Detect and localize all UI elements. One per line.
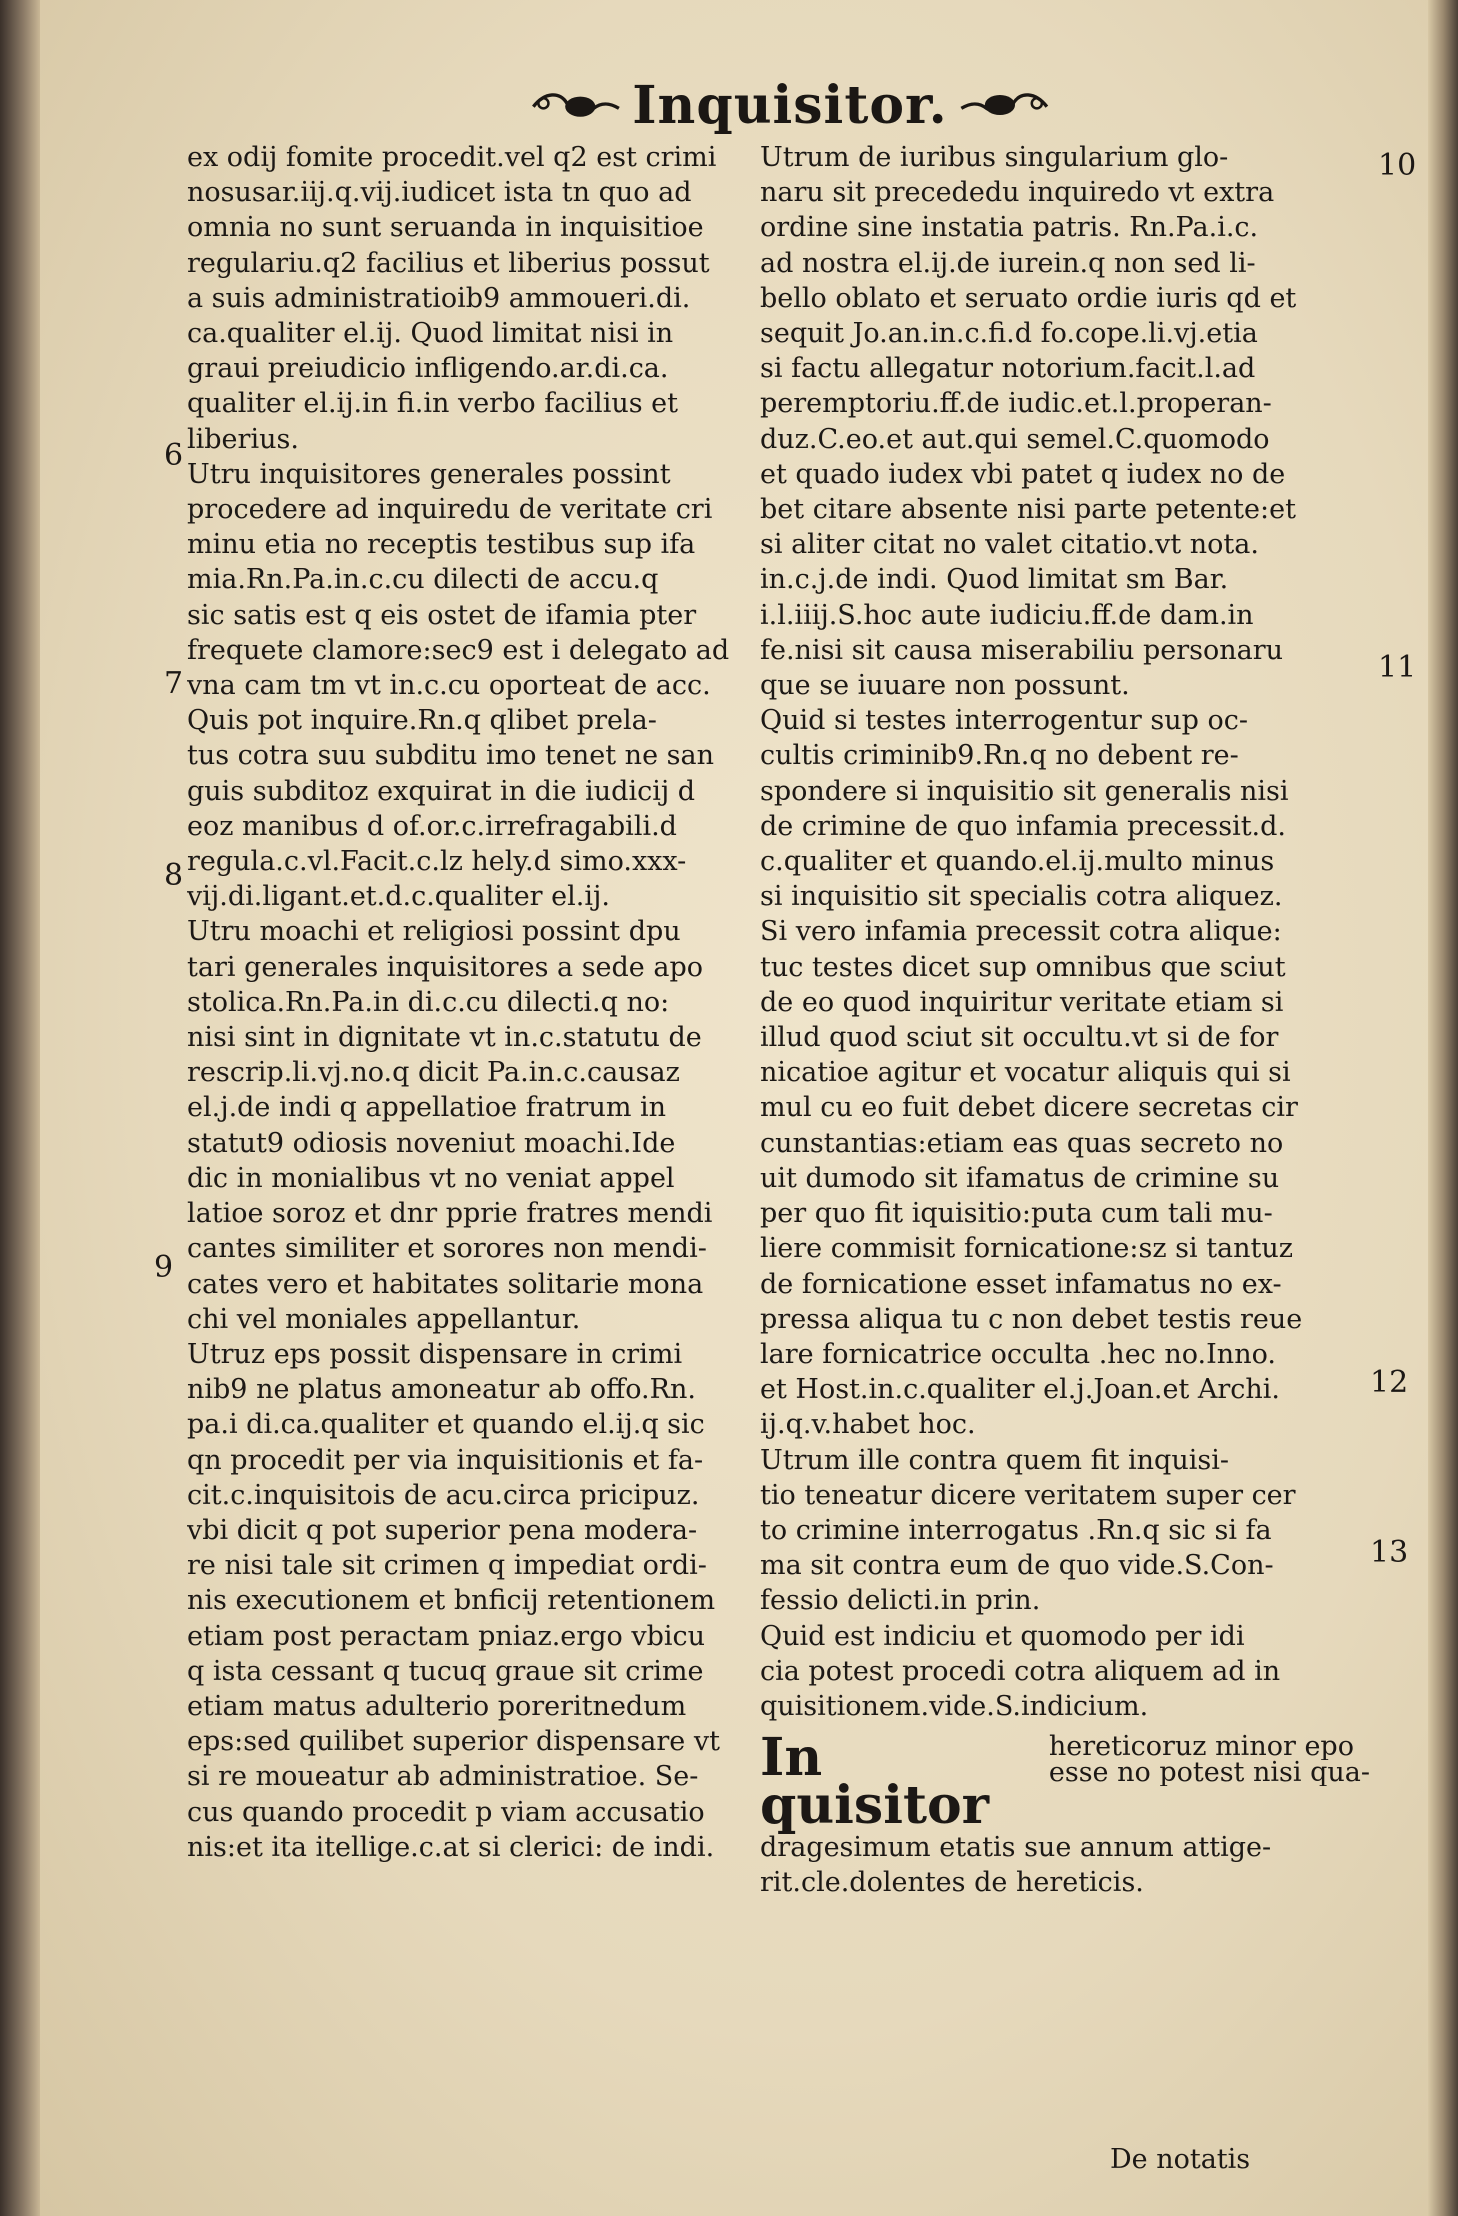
text-line: nib9 ne platus amoneatur ab offo.Rn.	[187, 1374, 696, 1406]
text-line: spondere si inquisitio sit generalis nisi	[760, 775, 1289, 807]
text-line: de fornicatione esset infamatus no ex-	[760, 1268, 1282, 1300]
text-line: nosusar.iij.q.vij.iudicet ista tn quo ad	[187, 177, 692, 209]
text-line: frequete clamore:sec9 est i delegato ad	[187, 634, 730, 666]
text-line: vbi dicit q pot superior pena modera-	[187, 1514, 698, 1546]
text-line: el.j.de indi q appellatioe fratrum in	[187, 1092, 667, 1124]
text-line: latioe soroz et dnr pprie fratres mendi	[187, 1198, 713, 1230]
text-line: Utru moachi et religiosi possint dpu	[187, 916, 681, 948]
text-line: Quid si testes interrogentur sup oc-	[760, 705, 1248, 737]
text-line: si re moueatur ab administratioe. Se-	[187, 1761, 699, 1793]
text-line: Si vero infamia precessit cotra alique:	[760, 916, 1282, 948]
text-line: nisi sint in dignitate vt in.c.statutu de	[187, 1022, 702, 1054]
text-line: pressa aliqua tu c non debet testis reue	[760, 1303, 1303, 1335]
text-line: etiam matus adulterio poreritnedum	[187, 1690, 687, 1722]
text-line: ij.q.v.habet hoc.	[760, 1409, 976, 1441]
text-line: illud quod sciut sit occultu.vt si de for	[760, 1022, 1279, 1054]
margin-number: 9	[154, 1250, 174, 1285]
text-line: omnia no sunt seruanda in inquisitioe	[187, 212, 704, 244]
text-line: nicatioe agitur et vocatur aliquis qui si	[760, 1057, 1291, 1089]
text-line: lare fornicatrice occulta .hec no.Inno.	[760, 1338, 1276, 1370]
margin-number: 12	[1370, 1365, 1409, 1400]
text-line: si aliter citat no valet citatio.vt nota.	[760, 529, 1259, 561]
left-text-column	[187, 140, 787, 1865]
margin-number: 13	[1370, 1535, 1409, 1570]
running-header	[530, 70, 1050, 140]
text-line: cunstantias:etiam eas quas secreto no	[760, 1127, 1284, 1159]
text-line: cantes similiter et sorores non mendi-	[187, 1233, 707, 1265]
text-line: de crimine de quo infamia precessit.d.	[760, 810, 1286, 842]
text-line: bet citare absente nisi parte petente:et	[760, 494, 1296, 526]
text-line: eoz manibus d of.or.c.irrefragabili.d	[187, 810, 677, 842]
text-line: tus cotra suu subditu imo tenet ne san	[187, 740, 714, 772]
text-line: dragesimum etatis sue annum attige-	[760, 1832, 1272, 1864]
scan-background-right	[1428, 0, 1458, 2216]
text-line: bello oblato et seruato ordie iuris qd et	[760, 282, 1297, 314]
text-line: c.qualiter et quando.el.ij.multo minus	[760, 846, 1275, 878]
text-line: si inquisitio sit specialis cotra aliquez.	[760, 881, 1283, 913]
text-line: fe.nisi sit causa miserabiliu personaru	[760, 634, 1284, 666]
text-line: sic satis est q eis ostet de ifamia pter	[187, 599, 697, 631]
text-line: liberius.	[187, 423, 299, 455]
final-paragraph	[760, 1727, 1370, 1900]
page-title: Inquisitor.	[632, 74, 948, 136]
text-line: procedere ad inquiredu de veritate cri	[187, 494, 713, 526]
text-line: de eo quod inquiritur veritate etiam si	[760, 986, 1284, 1018]
margin-number: 7	[164, 666, 184, 701]
text-line: vna cam tm vt in.c.cu oporteat de acc.	[187, 670, 711, 702]
text-line: uit dumodo sit ifamatus de crimine su	[760, 1162, 1280, 1194]
text-line: regulariu.q2 facilius et liberius possut	[187, 247, 710, 279]
text-line: cates vero et habitates solitarie mona	[187, 1268, 704, 1300]
text-line: Utrum ille contra quem fit inquisi-	[760, 1444, 1229, 1476]
text-line: peremptoriu.ff.de iudic.et.l.properan-	[760, 388, 1272, 420]
text-line: Utru inquisitores generales possint	[187, 458, 671, 490]
text-line: chi vel moniales appellantur.	[187, 1303, 581, 1335]
initial-heading: In quisitor	[760, 1727, 990, 1837]
text-line: et quado iudex vbi patet q iudex no de	[760, 458, 1286, 490]
text-line: duz.C.eo.et aut.qui semel.C.quomodo	[760, 423, 1270, 455]
text-line: regula.c.vl.Facit.c.lz hely.d simo.xxx-	[187, 846, 687, 878]
text-line: a suis administratioib9 ammoueri.di.	[187, 282, 691, 314]
text-line: tio teneatur dicere veritatem super cer	[760, 1479, 1296, 1511]
text-line: tuc testes dicet sup omnibus que sciut	[760, 951, 1286, 983]
text-line: q ista cessant q tucuq graue sit crime	[187, 1655, 704, 1687]
text-line: cus quando procedit p viam accusatio	[187, 1796, 705, 1828]
text-line: rescrip.li.vj.no.q dicit Pa.in.c.causaz	[187, 1057, 680, 1089]
text-line: hereticoruz minor epo	[1048, 1734, 1354, 1761]
text-line: dic in monialibus vt no veniat appel	[187, 1162, 675, 1194]
text-line: Utrum de iuribus singularium glo-	[760, 142, 1229, 173]
text-line: etiam post peractam pniaz.ergo vbicu	[187, 1620, 705, 1652]
text-line: naru sit precededu inquiredo vt extra	[760, 177, 1275, 209]
text-line: i.l.iiij.S.hoc aute iudiciu.ff.de dam.in	[760, 599, 1254, 631]
text-line: ma sit contra eum de quo vide.S.Con-	[760, 1550, 1274, 1582]
text-line: cit.c.inquisitois de acu.circa pricipuz.	[187, 1479, 700, 1511]
text-line: graui preiudicio infligendo.ar.di.ca.	[187, 353, 669, 385]
text-line: esse no potest nisi qua-	[1048, 1760, 1370, 1787]
text-line: ad nostra el.ij.de iurein.q non sed li-	[760, 247, 1256, 279]
text-line: nis executionem et bnficij retentionem	[187, 1585, 716, 1617]
catchword: De notatis	[1110, 2144, 1251, 2175]
text-line: mia.Rn.Pa.in.c.cu dilecti de accu.q	[187, 564, 659, 596]
text-line: qualiter el.ij.in fi.in verbo facilius et	[187, 388, 678, 420]
margin-number: 6	[164, 438, 184, 473]
text-line: si factu allegatur notorium.facit.l.ad	[760, 353, 1256, 385]
margin-number: 10	[1378, 148, 1417, 183]
fleuron-left-icon	[530, 83, 622, 127]
text-line: que se iuuare non possunt.	[760, 670, 1130, 702]
text-line: qn procedit per via inquisitionis et fa-	[187, 1444, 704, 1476]
text-line: sequit Jo.an.in.c.fi.d fo.cope.li.vj.etia	[760, 318, 1258, 350]
text-line: to crimine interrogatus .Rn.q sic si fa	[760, 1514, 1272, 1546]
text-line: ordine sine instatia patris. Rn.Pa.i.c.	[760, 212, 1259, 244]
text-line: minu etia no receptis testibus sup ifa	[187, 529, 696, 561]
text-line: et Host.in.c.qualiter el.j.Joan.et Archi.	[760, 1374, 1281, 1406]
text-line: per quo fit iquisitio:puta cum tali mu-	[760, 1198, 1273, 1230]
text-line: Quis pot inquire.Rn.q qlibet prela-	[187, 705, 657, 737]
text-line: rit.cle.dolentes de hereticis.	[760, 1867, 1144, 1899]
text-line: cultis criminib9.Rn.q no debent re-	[760, 740, 1239, 772]
text-line: Quid est indiciu et quomodo per idi	[760, 1620, 1245, 1652]
text-line: nis:et ita itellige.c.at si clerici: de indi.	[187, 1831, 715, 1863]
text-line: stolica.Rn.Pa.in di.c.cu dilecti.q no:	[187, 986, 670, 1018]
text-line: liere commisit fornicatione:sz si tantuz	[760, 1233, 1293, 1265]
text-line: tari generales inquisitores a sede apo	[187, 951, 704, 983]
text-line: guis subditoz exquirat in die iudicij d	[187, 775, 696, 807]
text-line: quisitionem.vide.S.indicium.	[760, 1690, 1149, 1722]
text-line: statut9 odiosis noveniut moachi.Ide	[187, 1127, 676, 1159]
text-line: pa.i di.ca.qualiter et quando el.ij.q sic	[187, 1409, 705, 1441]
text-line: mul cu eo fuit debet dicere secretas cir	[760, 1092, 1298, 1124]
text-line: cia potest procedi cotra aliquem ad in	[760, 1655, 1281, 1687]
right-text-column	[760, 140, 1370, 1901]
margin-number: 8	[164, 858, 184, 893]
book-page	[40, 0, 1428, 2216]
fleuron-right-icon	[958, 83, 1050, 127]
text-line: ex odij fomite procedit.vel q2 est crimi	[187, 142, 717, 173]
text-line: re nisi tale sit crimen q impediat ordi-	[187, 1550, 707, 1582]
text-line: vij.di.ligant.et.d.c.qualiter el.ij.	[187, 881, 610, 913]
text-line: Utruz eps possit dispensare in crimi	[187, 1338, 683, 1370]
text-line: in.c.j.de indi. Quod limitat sm Bar.	[760, 564, 1229, 596]
text-line: eps:sed quilibet superior dispensare vt	[187, 1726, 720, 1758]
scan-background-left	[0, 0, 40, 2216]
text-line: ca.qualiter el.ij. Quod limitat nisi in	[187, 318, 674, 350]
margin-number: 11	[1378, 650, 1417, 685]
text-line: fessio delicti.in prin.	[760, 1585, 1041, 1617]
